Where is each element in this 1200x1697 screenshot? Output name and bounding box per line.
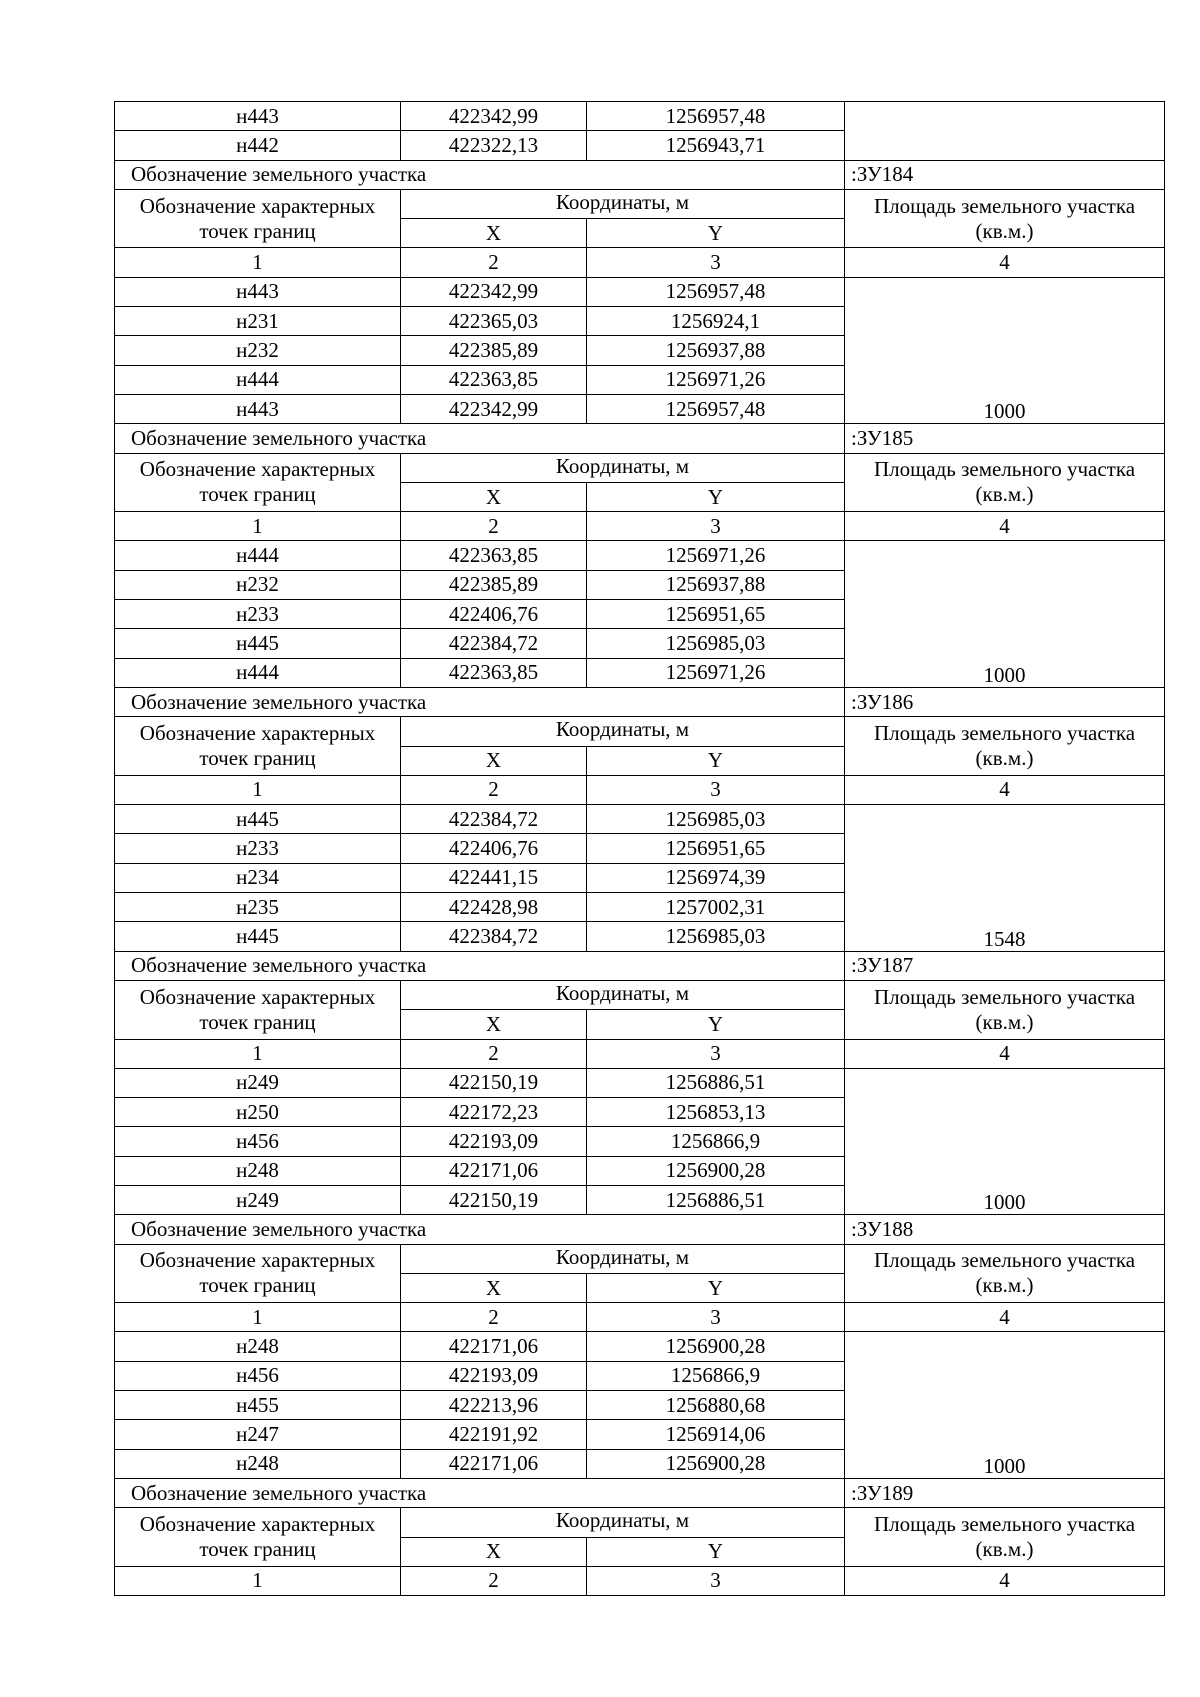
- y-cell: 1256974,39: [587, 863, 845, 892]
- col-num-3: 3: [587, 512, 845, 541]
- col-num-1: 1: [115, 1566, 401, 1595]
- area-cell: 1000: [845, 541, 1165, 687]
- point-cell: н248: [115, 1449, 401, 1478]
- parcel-label: Обозначение земельного участка: [115, 1215, 845, 1244]
- header-y: Y: [587, 1010, 845, 1039]
- header-row: [115, 980, 1165, 1009]
- point-cell: н247: [115, 1420, 401, 1449]
- y-cell: 1256951,65: [587, 834, 845, 863]
- x-cell: 422441,15: [401, 863, 587, 892]
- header-area: Площадь земельного участка (кв.м.): [845, 453, 1165, 512]
- header-coordinates: Координаты, м: [401, 1508, 845, 1537]
- x-cell: 422150,19: [401, 1068, 587, 1097]
- header-row: [115, 453, 1165, 482]
- header-y: Y: [587, 1273, 845, 1302]
- point-cell: н445: [115, 922, 401, 951]
- point-cell: н249: [115, 1068, 401, 1097]
- x-cell: 422385,89: [401, 570, 587, 599]
- point-cell: н444: [115, 658, 401, 687]
- x-cell: 422171,06: [401, 1156, 587, 1185]
- header-x: X: [401, 219, 587, 248]
- point-cell: н234: [115, 863, 401, 892]
- point-cell: н444: [115, 365, 401, 394]
- table-row: [115, 805, 1165, 834]
- point-cell: н443: [115, 277, 401, 306]
- col-num-4: 4: [845, 1303, 1165, 1332]
- column-number-row: [115, 512, 1165, 541]
- x-cell: 422322,13: [401, 131, 587, 160]
- area-cell: 1000: [845, 277, 1165, 423]
- y-cell: 1256985,03: [587, 805, 845, 834]
- area-cell: 1548: [845, 805, 1165, 951]
- table-row: [115, 541, 1165, 570]
- y-cell: 1256957,48: [587, 277, 845, 306]
- header-points: Обозначение характерных точек границ: [115, 1244, 401, 1303]
- y-cell: 1256951,65: [587, 600, 845, 629]
- point-cell: н443: [115, 102, 401, 131]
- y-cell: 1256900,28: [587, 1332, 845, 1361]
- y-cell: 1256937,88: [587, 336, 845, 365]
- point-cell: н443: [115, 394, 401, 423]
- header-coordinates: Координаты, м: [401, 453, 845, 482]
- area-cell: 1000: [845, 1332, 1165, 1478]
- column-number-row: [115, 1566, 1165, 1595]
- point-cell: н248: [115, 1332, 401, 1361]
- col-num-1: 1: [115, 775, 401, 804]
- parcel-id: :ЗУ184: [845, 160, 1165, 189]
- parcel-label: Обозначение земельного участка: [115, 687, 845, 716]
- header-points: Обозначение характерных точек границ: [115, 189, 401, 248]
- y-cell: 1256957,48: [587, 102, 845, 131]
- header-coordinates: Координаты, м: [401, 1244, 845, 1273]
- header-row: [115, 1508, 1165, 1537]
- col-num-4: 4: [845, 775, 1165, 804]
- header-x: X: [401, 482, 587, 511]
- header-y: Y: [587, 219, 845, 248]
- point-cell: н235: [115, 893, 401, 922]
- col-num-4: 4: [845, 512, 1165, 541]
- y-cell: 1256866,9: [587, 1361, 845, 1390]
- col-num-3: 3: [587, 775, 845, 804]
- col-num-2: 2: [401, 248, 587, 277]
- x-cell: 422213,96: [401, 1391, 587, 1420]
- col-num-4: 4: [845, 248, 1165, 277]
- parcel-label: Обозначение земельного участка: [115, 160, 845, 189]
- parcel-label: Обозначение земельного участка: [115, 951, 845, 980]
- x-cell: 422342,99: [401, 394, 587, 423]
- point-cell: н233: [115, 834, 401, 863]
- parcel-label-row: [115, 1215, 1165, 1244]
- header-x: X: [401, 1010, 587, 1039]
- column-number-row: [115, 1039, 1165, 1068]
- col-num-1: 1: [115, 248, 401, 277]
- x-cell: 422171,06: [401, 1449, 587, 1478]
- y-cell: 1257002,31: [587, 893, 845, 922]
- x-cell: 422172,23: [401, 1098, 587, 1127]
- point-cell: н248: [115, 1156, 401, 1185]
- parcel-label-row: [115, 951, 1165, 980]
- table-row: [115, 1068, 1165, 1097]
- col-num-2: 2: [401, 775, 587, 804]
- point-cell: н233: [115, 600, 401, 629]
- column-number-row: [115, 1303, 1165, 1332]
- point-cell: н231: [115, 307, 401, 336]
- parcel-id: :ЗУ186: [845, 687, 1165, 716]
- parcel-label-row: [115, 687, 1165, 716]
- y-cell: 1256900,28: [587, 1449, 845, 1478]
- point-cell: н250: [115, 1098, 401, 1127]
- y-cell: 1256886,51: [587, 1068, 845, 1097]
- header-y: Y: [587, 1537, 845, 1566]
- header-points: Обозначение характерных точек границ: [115, 980, 401, 1039]
- x-cell: 422193,09: [401, 1127, 587, 1156]
- header-area: Площадь земельного участка (кв.м.): [845, 717, 1165, 776]
- point-cell: н232: [115, 336, 401, 365]
- point-cell: н232: [115, 570, 401, 599]
- col-num-1: 1: [115, 1039, 401, 1068]
- point-cell: н456: [115, 1361, 401, 1390]
- y-cell: 1256880,68: [587, 1391, 845, 1420]
- x-cell: 422406,76: [401, 600, 587, 629]
- x-cell: 422191,92: [401, 1420, 587, 1449]
- parcel-id: :ЗУ187: [845, 951, 1165, 980]
- header-x: X: [401, 746, 587, 775]
- header-coordinates: Координаты, м: [401, 717, 845, 746]
- y-cell: 1256971,26: [587, 365, 845, 394]
- header-row: [115, 1244, 1165, 1273]
- table-row: [115, 102, 1165, 131]
- parcel-label: Обозначение земельного участка: [115, 424, 845, 453]
- y-cell: 1256985,03: [587, 922, 845, 951]
- x-cell: 422342,99: [401, 277, 587, 306]
- area-cell: [845, 102, 1165, 161]
- table-row: [115, 1332, 1165, 1361]
- y-cell: 1256853,13: [587, 1098, 845, 1127]
- point-cell: н442: [115, 131, 401, 160]
- parcel-id: :ЗУ189: [845, 1478, 1165, 1507]
- y-cell: 1256943,71: [587, 131, 845, 160]
- y-cell: 1256924,1: [587, 307, 845, 336]
- col-num-2: 2: [401, 1566, 587, 1595]
- col-num-1: 1: [115, 512, 401, 541]
- x-cell: 422363,85: [401, 541, 587, 570]
- col-num-4: 4: [845, 1566, 1165, 1595]
- col-num-2: 2: [401, 1039, 587, 1068]
- x-cell: 422342,99: [401, 102, 587, 131]
- header-area: Площадь земельного участка (кв.м.): [845, 1508, 1165, 1567]
- parcel-label-row: [115, 424, 1165, 453]
- header-coordinates: Координаты, м: [401, 980, 845, 1009]
- x-cell: 422193,09: [401, 1361, 587, 1390]
- y-cell: 1256886,51: [587, 1185, 845, 1214]
- x-cell: 422363,85: [401, 365, 587, 394]
- parcel-id: :ЗУ188: [845, 1215, 1165, 1244]
- point-cell: н455: [115, 1391, 401, 1420]
- x-cell: 422365,03: [401, 307, 587, 336]
- point-cell: н249: [115, 1185, 401, 1214]
- point-cell: н445: [115, 805, 401, 834]
- header-x: X: [401, 1273, 587, 1302]
- area-cell: 1000: [845, 1068, 1165, 1214]
- x-cell: 422406,76: [401, 834, 587, 863]
- header-row: [115, 717, 1165, 746]
- col-num-3: 3: [587, 1566, 845, 1595]
- header-y: Y: [587, 482, 845, 511]
- col-num-1: 1: [115, 1303, 401, 1332]
- y-cell: 1256985,03: [587, 629, 845, 658]
- x-cell: 422363,85: [401, 658, 587, 687]
- point-cell: н456: [115, 1127, 401, 1156]
- parcel-label: Обозначение земельного участка: [115, 1478, 845, 1507]
- col-num-3: 3: [587, 1039, 845, 1068]
- col-num-3: 3: [587, 1303, 845, 1332]
- y-cell: 1256866,9: [587, 1127, 845, 1156]
- header-points: Обозначение характерных точек границ: [115, 453, 401, 512]
- header-coordinates: Координаты, м: [401, 189, 845, 218]
- col-num-2: 2: [401, 1303, 587, 1332]
- header-area: Площадь земельного участка (кв.м.): [845, 189, 1165, 248]
- header-area: Площадь земельного участка (кв.м.): [845, 1244, 1165, 1303]
- x-cell: 422384,72: [401, 805, 587, 834]
- header-points: Обозначение характерных точек границ: [115, 717, 401, 776]
- coordinates-table: [114, 101, 1165, 1596]
- parcel-label-row: [115, 160, 1165, 189]
- y-cell: 1256914,06: [587, 1420, 845, 1449]
- y-cell: 1256971,26: [587, 658, 845, 687]
- column-number-row: [115, 775, 1165, 804]
- col-num-2: 2: [401, 512, 587, 541]
- table-row: [115, 277, 1165, 306]
- column-number-row: [115, 248, 1165, 277]
- point-cell: н444: [115, 541, 401, 570]
- y-cell: 1256900,28: [587, 1156, 845, 1185]
- x-cell: 422428,98: [401, 893, 587, 922]
- x-cell: 422150,19: [401, 1185, 587, 1214]
- x-cell: 422385,89: [401, 336, 587, 365]
- x-cell: 422171,06: [401, 1332, 587, 1361]
- y-cell: 1256957,48: [587, 394, 845, 423]
- y-cell: 1256971,26: [587, 541, 845, 570]
- y-cell: 1256937,88: [587, 570, 845, 599]
- col-num-3: 3: [587, 248, 845, 277]
- x-cell: 422384,72: [401, 922, 587, 951]
- parcel-id: :ЗУ185: [845, 424, 1165, 453]
- header-row: [115, 189, 1165, 218]
- parcel-label-row: [115, 1478, 1165, 1507]
- header-area: Площадь земельного участка (кв.м.): [845, 980, 1165, 1039]
- header-points: Обозначение характерных точек границ: [115, 1508, 401, 1567]
- header-y: Y: [587, 746, 845, 775]
- x-cell: 422384,72: [401, 629, 587, 658]
- col-num-4: 4: [845, 1039, 1165, 1068]
- point-cell: н445: [115, 629, 401, 658]
- header-x: X: [401, 1537, 587, 1566]
